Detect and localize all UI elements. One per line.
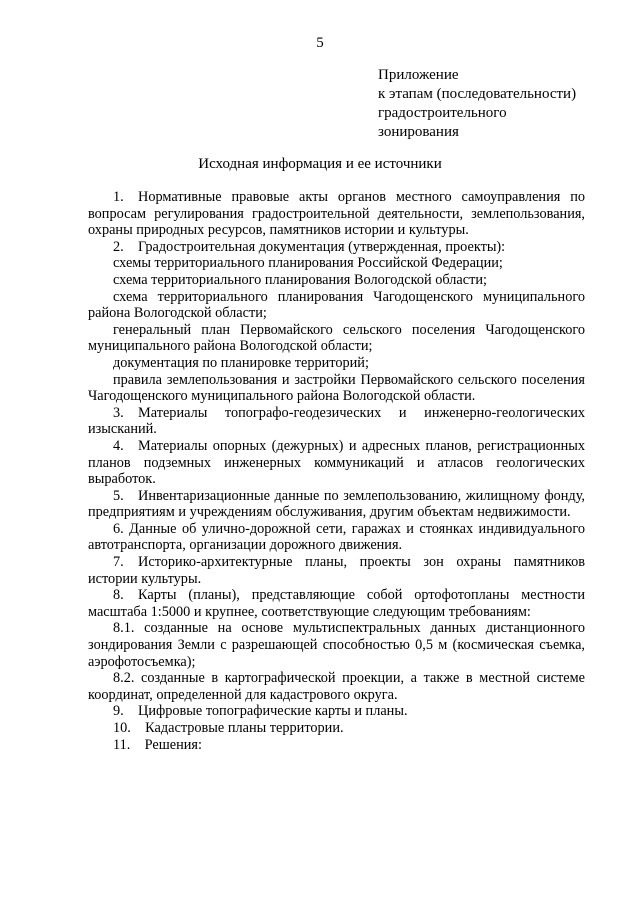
- paragraph-11: 11. Решения:: [113, 736, 202, 753]
- document-body: [88, 189, 585, 753]
- appendix-line: Приложение: [378, 67, 459, 83]
- paragraph-4: 4. Материалы опорных (дежурных) и адресных планов, регистрационных планов подземных инженерных коммуникаций и атласов геологических выработок.: [88, 437, 585, 488]
- paragraph-10: 10. Кадастровые планы территории.: [113, 720, 344, 736]
- paragraph-5: 5. Инвентаризационные данные по землепользованию, жилищному фонду, предприятиям и учреждениям обслуживания, другим объектам недвижимости.: [88, 487, 585, 521]
- paragraph-3: 3. Материалы топографо-геодезических и инженерно-геологических изысканий.: [88, 404, 585, 438]
- list-item: схемы территориального планирования Российской Федерации;: [113, 255, 503, 272]
- appendix-line: зонирования: [378, 124, 459, 140]
- appendix-block: [378, 66, 608, 142]
- paragraph-6: 6. Данные об улично-дорожной сети, гаражах и стоянках индивидуального автотранспорта, организации дорожного движения.: [88, 520, 585, 554]
- page-number: 5: [316, 35, 324, 51]
- list-item: генеральный план Первомайского сельского поселения Чагодощенского муниципального района Вологодской области;: [88, 321, 585, 355]
- appendix-line: к этапам (последовательности): [378, 86, 577, 102]
- appendix-line: градостроительного: [378, 105, 507, 121]
- paragraph-1: 1. Нормативные правовые акты органов местного самоуправления по вопросам регулирования градостроительной деятельности, землепользования, охраны природных ресурсов, памятников истории и культуры.: [88, 189, 585, 239]
- paragraph-8: 8. Карты (планы), представляющие собой ортофотопланы местности масштаба 1:5000 и крупнее, соответствующие следующим требованиям:: [88, 587, 585, 620]
- document-heading: Исходная информация и ее источники: [198, 156, 442, 172]
- list-item: схема территориального планирования Чагодощенского муниципального района Вологодской области;: [88, 288, 585, 322]
- paragraph-8-2: 8.2. созданные в картографической проекции, а также в местной системе координат, определенной для кадастрового округа.: [88, 670, 585, 703]
- paragraph-9: 9. Цифровые топографические карты и планы.: [113, 703, 408, 720]
- list-item: схема территориального планирования Вологодской области;: [113, 271, 487, 288]
- list-item: документация по планировке территорий;: [113, 354, 369, 371]
- paragraph-8-1: 8.1. созданные на основе мультиспектральных данных дистанционного зондирования Земли с разрешающей способностью 0,5 м (космическая съемка, аэрофотосъемка);: [88, 620, 585, 670]
- list-item: правила землепользования и застройки Первомайского сельского поселения Чагодощенского муниципального района Вологодской области.: [88, 371, 585, 405]
- paragraph-2: 2. Градостроительная документация (утвержденная, проекты):: [113, 238, 506, 255]
- paragraph-7: 7. Историко-архитектурные планы, проекты зон охраны памятников истории культуры.: [88, 554, 585, 587]
